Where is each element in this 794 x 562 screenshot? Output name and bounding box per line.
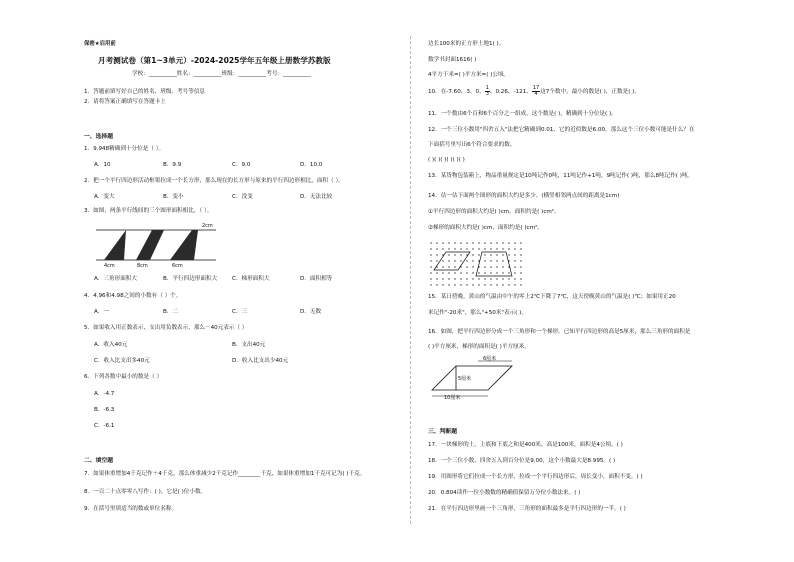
q14-parallelogram [434,252,470,270]
grid-dot [478,242,479,243]
grid-dot [466,242,467,243]
grid-dot [496,272,497,273]
grid-dot [478,284,479,285]
q3-label-top: 2cm [202,223,213,229]
grid-dot [436,278,437,279]
grid-dot [508,254,509,255]
grid-dot [460,254,461,255]
note-1: 1．答题前填写好自己的姓名、班级、考号等信息 [84,89,206,95]
grid-dot [442,284,443,285]
grid-dot [478,278,479,279]
grid-dot [478,248,479,249]
student-info: 学校：__________姓名：__________班级：__________考号：__________ [132,71,312,77]
grid-dot [514,278,515,279]
q12-blanks: ( )( )( )( )( )( ) [428,157,465,163]
grid-dot [466,248,467,249]
q5-opt-b: B．支出40元 [232,342,266,348]
q10-frac2-den: 4 [534,91,538,97]
grid-dot [436,248,437,249]
grid-dot [472,254,473,255]
q18: 18．一个三位小数，四舍五入到百分位是9.00，这个小数最大是8.995。( ) [428,458,616,464]
grid-dot [496,278,497,279]
q16-label-height: 5厘米 [458,376,472,382]
grid-dot [454,284,455,285]
grid-dot [442,260,443,261]
grid-dot [490,254,491,255]
grid-dot [472,248,473,249]
grid-dot [520,266,521,267]
grid-dot [514,284,515,285]
q3-triangle [104,230,126,260]
grid-dot [502,266,503,267]
q14-trapezoid [476,252,512,276]
grid-dot [514,272,515,273]
section-fill-title: 二、填空题 [84,458,113,464]
grid-dot [448,272,449,273]
grid-dot [466,284,467,285]
grid-dot [442,278,443,279]
grid-dot [436,242,437,243]
grid-dot [460,242,461,243]
grid-dot [490,260,491,261]
q7: 7．如果体重增加4千克记作＋4千克，那么体重减少2千克记作________千克，如果体重增加1千克可记为( )千克。 [84,471,366,477]
grid-dot [484,278,485,279]
q3-parallelogram [136,230,164,260]
grid-dot [496,260,497,261]
q6-stem: 6．下列各数中最小的数是（ ） [84,374,163,380]
grid-dot [436,260,437,261]
grid-dot [448,260,449,261]
grid-dot [514,242,515,243]
grid-dot [490,278,491,279]
q1-opt-b: B．9.9 [163,162,182,168]
grid-dot [508,248,509,249]
grid-dot [460,278,461,279]
grid-dot [466,260,467,261]
note-2: 2．请将答案正确填写在答题卡上 [84,99,166,105]
column-divider [410,36,411,524]
grid-dot [454,260,455,261]
grid-dot [514,254,515,255]
grid-dot [484,248,485,249]
q10-frac1-num: 1 [485,85,489,91]
grid-dot [502,278,503,279]
q5-opt-c: C．收入比支出多40元 [94,358,150,364]
q10-part-1: 10．在-7.60、3、0、 [428,89,485,95]
grid-dot [508,242,509,243]
grid-dot [436,284,437,285]
grid-dot [514,266,515,267]
grid-dot [430,254,431,255]
q5-opt-d: D．收入比支出少40元 [232,358,289,364]
q16-figure [428,356,524,400]
page-title: 月考测试卷（第1~3单元）-2024-2025学年五年级上册数学苏教版 [98,56,331,65]
grid-dot [448,284,449,285]
section-choice-title: 一、选择题 [84,134,113,140]
grid-dot [490,248,491,249]
q3-label-b1: 4cm [104,263,115,269]
grid-dot [436,254,437,255]
grid-dot [496,266,497,267]
grid-dot [502,284,503,285]
grid-dot [484,254,485,255]
grid-dot [520,254,521,255]
q6-opt-b: B．-6.3 [94,407,115,413]
q4-opt-b: B．二 [163,309,179,315]
q3-opt-a: A．三角形面积大 [94,276,137,282]
grid-dot [466,272,467,273]
grid-dot [508,284,509,285]
q13: 13．某货物包装箱上，物品重量规定是10吨记作0吨，11吨记作+1吨，9吨记作( )吨，那么8吨记作( )吨。 [428,173,694,179]
q19: 19．用图形将它们拉成一个长方形，拉成一个平行四边形后，周长变小，面积不变。( ) [428,474,643,480]
q10-part-2: 、0.26、-121、 [489,89,532,95]
grid-dot [448,266,449,267]
grid-dot [448,248,449,249]
grid-dot [502,242,503,243]
q3-label-b2: 8cm [137,263,148,269]
q16-line-1: 16．如图，把平行四边形分成一个三角形和一个梯形。已知平行四边形的高是5厘米，那么三角形的面积是 [428,329,691,335]
grid-dot [490,266,491,267]
q2-opt-b: B．变小 [163,194,184,200]
grid-dot [484,242,485,243]
q6-opt-a: A．-4.7 [94,391,115,397]
q6-opt-c: C．-6.1 [94,423,115,429]
grid-dot [460,272,461,273]
grid-dot [490,242,491,243]
grid-dot [454,272,455,273]
grid-dot [508,272,509,273]
q9-line-1: 边长100米的正方形土地1( )。 [428,41,505,47]
grid-dot [442,242,443,243]
q9-line-3: 4平方千米=( )平方米=( )公顷。 [428,72,510,78]
q9-line-2: 数学书封面1616( ) [428,57,477,63]
grid-dot [502,254,503,255]
grid-dot [430,260,431,261]
grid-dot [472,278,473,279]
q4-opt-c: C．三 [232,309,248,315]
q3-opt-d: D．面积相等 [300,276,333,282]
q5-opt-a: A．收入40元 [94,342,128,348]
q11: 11．一个数由6个百和6个百分之一组成，这个数是( )，精确到十分位是( )。 [428,111,617,117]
q10-frac1-den: 3 [485,91,489,97]
grid-dot [472,272,473,273]
grid-dot [496,248,497,249]
grid-dot [484,260,485,261]
grid-dot [496,284,497,285]
grid-dot [454,242,455,243]
grid-dot [502,248,503,249]
grid-dot [484,272,485,273]
grid-dot [490,284,491,285]
q10-fraction-2 [532,86,540,97]
q4-stem: 4．4.96和4.98之间的小数有（ ）个。 [84,293,182,299]
secret-label: 保密★启用前 [84,41,116,47]
q12-line-2: 下面括号里写出6个符合要求的数。 [428,142,516,148]
grid-dot [514,260,515,261]
grid-dot [472,284,473,285]
q1-opt-d: D．10.0 [300,162,323,168]
q14-line-2: ②梯形的面积大约是( )cm，面积约是( )cm²。 [428,225,543,231]
q14-line-1: ①平行四边形的面积大约是( )cm，面积约是( )cm²。 [428,209,560,215]
q2-opt-a: A．变大 [94,194,115,200]
grid-dot [430,248,431,249]
q15-line-1: 15．某日傍晚，黄山的气温由中午的零上2℃下降了7℃，这天傍晚黄山的气温是( )℃；如果用正20 [428,294,676,300]
grid-dots [430,242,521,285]
grid-dot [520,260,521,261]
grid-dot [454,278,455,279]
q2-opt-d: D．无法比较 [300,194,333,200]
grid-dot [478,254,479,255]
grid-dot [490,272,491,273]
q21: 21．在平行四边形里画一个三角形，三角形的面积最多是平行四边形的一半。( ) [428,506,626,512]
grid-dot [430,266,431,267]
q12-line-1: 12．一个三位小数用"四舍五入"法把它精确到0.01，它的近似数是6.00，那么这个三位小数可能是什么？在 [428,127,695,133]
grid-dot [430,278,431,279]
grid-dot [454,266,455,267]
grid-dot [472,242,473,243]
grid-dot [442,248,443,249]
grid-dot [448,278,449,279]
q10-part-3: 这7个数中，最小的数是( )，正数是( )。 [540,89,640,95]
grid-dot [466,266,467,267]
q14-stem: 14．估一估下面两个图形的面积大约是多少。(横竖相邻两点间的距离是1cm) [428,193,620,199]
q20: 20．0.804读作一位小数数的精确值保留万分位小数法来。( ) [428,490,581,496]
q8: 8．一百二十点零零八写作：( )，它是( )位小数。 [84,489,207,495]
grid-dot [520,242,521,243]
grid-dot [472,266,473,267]
q2-opt-c: C．没变 [232,194,253,200]
q2-stem: 2．把一个平行四边形活动框架拉成一个长方形，那么现在的长方形与原来的平行四边形相比，面积（ ）。 [84,178,344,184]
grid-dot [466,278,467,279]
grid-dot [448,242,449,243]
q3-trapezoid [170,230,198,260]
grid-dot [442,272,443,273]
q1-opt-c: C．9.0 [232,162,251,168]
q3-stem: 3．如图，两条平行线间的三个图形面积相比，（ ）。 [84,208,213,214]
q3-label-b3: 6cm [172,263,183,269]
q1-opt-a: A．10 [94,162,111,168]
grid-dot [442,266,443,267]
q14-dot-grid [428,240,524,288]
q3-opt-c: C．梯形面积大 [232,276,270,282]
q5-stem: 5．如果收入用正数表示，支出用负数表示，那么－40元表示（ ） [84,325,248,331]
grid-dot [484,284,485,285]
q16-label-bottom: 10厘米 [444,395,461,401]
grid-dot [436,272,437,273]
q9-stem: 9．在括号里填适当的数或单位名称。 [84,506,178,512]
grid-dot [520,248,521,249]
grid-dot [484,266,485,267]
q4-opt-a: A．一 [94,309,110,315]
grid-dot [448,254,449,255]
grid-dot [454,254,455,255]
grid-dot [454,248,455,249]
q3-opt-b: B．平行四边形面积大 [163,276,218,282]
grid-dot [508,278,509,279]
section-judge-title: 三、判断题 [428,429,457,435]
grid-dot [496,242,497,243]
grid-dot [472,260,473,261]
q16-line-2: ( )平方厘米，梯形的面积是( )平方厘米。 [428,344,530,350]
grid-dot [430,242,431,243]
grid-dot [478,272,479,273]
q10 [428,86,640,97]
q16-label-top: 6厘米 [483,356,497,362]
q15-line-2: 米记作"-20米"，那么"+50米"表示( )。 [428,310,527,316]
grid-dot [502,272,503,273]
grid-dot [460,284,461,285]
grid-dot [520,272,521,273]
q1-stem: 1．9.948精确到十分位是（ ）。 [84,146,165,152]
grid-dot [496,254,497,255]
grid-dot [520,278,521,279]
grid-dot [460,260,461,261]
grid-dot [502,260,503,261]
grid-dot [514,248,515,249]
q4-opt-d: D．无数 [300,309,322,315]
grid-dot [430,272,431,273]
grid-dot [460,248,461,249]
q17: 17．一块梯形的土，上底和下底之和是400米，高是100米，面积是4公顷。( ) [428,442,623,448]
grid-dot [520,284,521,285]
grid-dot [430,284,431,285]
q10-frac2-num: 17 [532,85,540,91]
q16-parallelogram [432,366,512,390]
